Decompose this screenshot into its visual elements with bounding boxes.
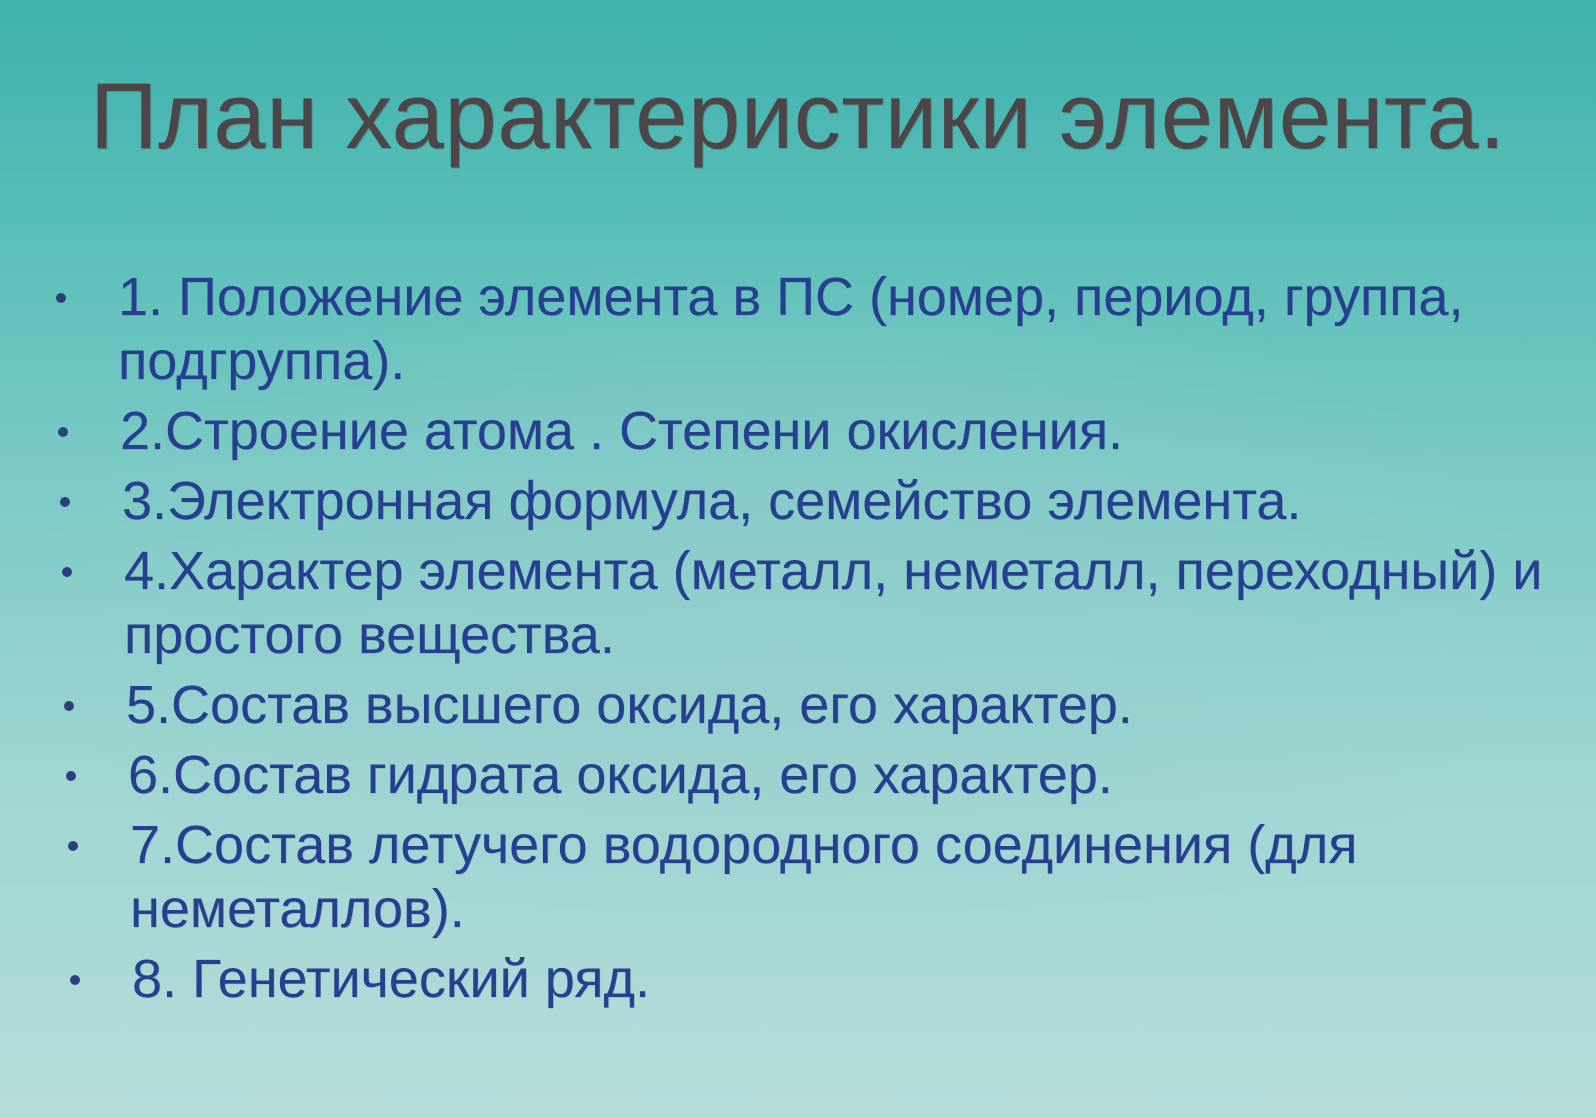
bullet-icon <box>68 841 78 851</box>
bullet-icon <box>56 293 66 303</box>
list-item-text: 4.Характер элемента (металл, неметалл, переходный) и простого вещества. <box>124 541 1543 665</box>
bullet-icon <box>62 567 72 577</box>
bullet-icon <box>58 427 68 437</box>
list-item-text: 5.Состав высшего оксида, его характер. <box>126 675 1133 735</box>
list-item <box>58 673 1550 737</box>
list-item <box>52 399 1550 463</box>
bullet-icon <box>70 975 80 985</box>
bullet-icon <box>60 497 70 507</box>
list-item-text: 7.Состав летучего водородного соединения (для неметаллов). <box>130 815 1358 939</box>
list-item <box>62 813 1550 941</box>
list-item <box>54 469 1550 533</box>
slide-title: План характеристики элемента. <box>90 63 1506 168</box>
list-item-text: 6.Состав гидрата оксида, его характер. <box>128 745 1113 805</box>
list-item-text: 8. Генетический ряд. <box>132 949 650 1009</box>
bullet-icon <box>64 701 74 711</box>
list-item <box>50 265 1550 393</box>
bullet-list <box>50 265 1550 1017</box>
list-item-text: 3.Электронная формула, семейство элемента. <box>122 471 1302 531</box>
list-item <box>60 743 1550 807</box>
list-item <box>64 947 1550 1011</box>
list-item <box>56 539 1550 667</box>
bullet-icon <box>66 771 76 781</box>
list-item-text: 1. Положение элемента в ПС (номер, период, группа, подгруппа). <box>118 267 1464 391</box>
list-item-text: 2.Строение атома . Степени окисления. <box>120 401 1124 461</box>
